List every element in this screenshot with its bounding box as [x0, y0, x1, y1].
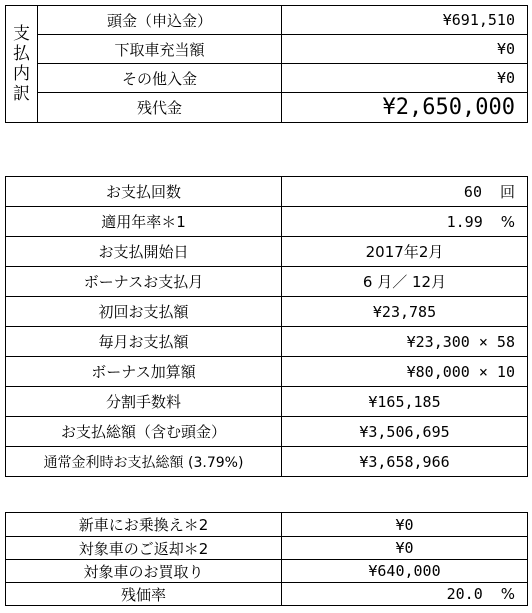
- bonus-month-value: 6 月／ 12月: [282, 267, 528, 297]
- trade-in-label: 下取車充当額: [38, 35, 282, 64]
- down-payment-label: 頭金（申込金）: [38, 6, 282, 35]
- buyback-label: 対象車のお買取り: [6, 560, 282, 583]
- end-options-table: [5, 512, 528, 606]
- other-payment-label: その他入金: [38, 64, 282, 93]
- new-car-label: 新車にお乗換え＊2: [6, 513, 282, 537]
- buyback-value: ¥640,000: [282, 560, 528, 583]
- total-payment-value: ¥3,506,695: [282, 417, 528, 447]
- residual-rate-value: 20.0: [446, 585, 483, 603]
- remaining-balance-value: ¥2,650,000: [282, 93, 528, 123]
- total-payment-label: お支払総額（含む頭金）: [6, 417, 282, 447]
- normal-rate-total-value: ¥3,658,966: [282, 447, 528, 477]
- return-value: ¥0: [282, 537, 528, 560]
- payment-breakdown-side-label: 支 払 内 訳: [6, 6, 38, 123]
- annual-rate-label: 適用年率＊1: [6, 207, 282, 237]
- payment-count-unit: 回: [499, 183, 515, 201]
- payment-plan-table: [5, 176, 528, 477]
- payment-count-cell: [282, 177, 528, 207]
- start-date-label: お支払開始日: [6, 237, 282, 267]
- down-payment-value: ¥691,510: [282, 6, 528, 35]
- installment-fee-value: ¥165,185: [282, 387, 528, 417]
- first-payment-label: 初回お支払額: [6, 297, 282, 327]
- installment-fee-label: 分割手数料: [6, 387, 282, 417]
- normal-rate-total-label: 通常金利時お支払総額 (3.79%): [6, 447, 282, 477]
- annual-rate-cell: [282, 207, 528, 237]
- payment-count-value: 60: [463, 183, 482, 201]
- monthly-payment-value: ¥23,300 × 58: [282, 327, 528, 357]
- first-payment-value: ¥23,785: [282, 297, 528, 327]
- residual-rate-label: 残価率: [6, 583, 282, 606]
- bonus-add-value: ¥80,000 × 10: [282, 357, 528, 387]
- payment-breakdown-table: [5, 5, 528, 123]
- new-car-value: ¥0: [282, 513, 528, 537]
- monthly-payment-label: 毎月お支払額: [6, 327, 282, 357]
- annual-rate-value: 1.99: [446, 212, 483, 231]
- start-date-value: 2017年2月: [282, 237, 528, 267]
- bonus-month-label: ボーナスお支払月: [6, 267, 282, 297]
- annual-rate-unit: %: [500, 212, 515, 231]
- bonus-add-label: ボーナス加算額: [6, 357, 282, 387]
- residual-rate-cell: [282, 583, 528, 606]
- other-payment-value: ¥0: [282, 64, 528, 93]
- return-label: 対象車のご返却＊2: [6, 537, 282, 560]
- remaining-balance-label: 残代金: [38, 93, 282, 123]
- payment-count-label: お支払回数: [6, 177, 282, 207]
- trade-in-value: ¥0: [282, 35, 528, 64]
- residual-rate-unit: %: [500, 585, 515, 603]
